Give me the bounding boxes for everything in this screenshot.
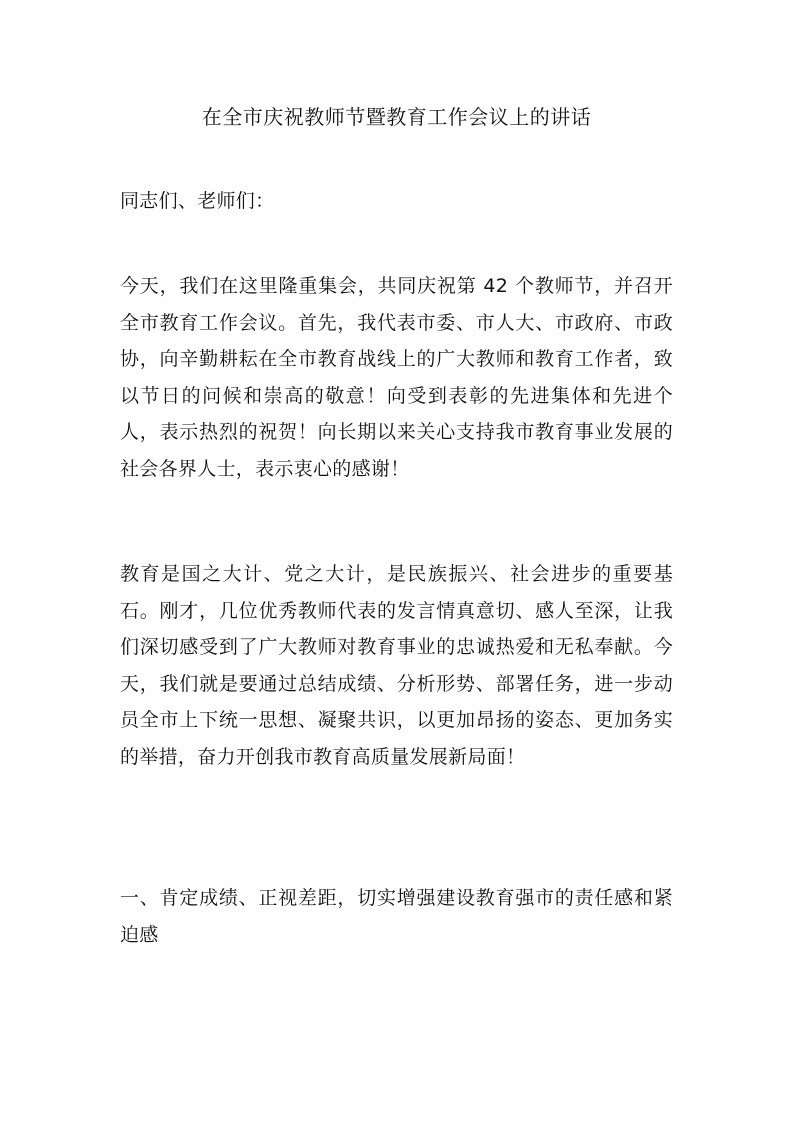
document-title: 在全市庆祝教师节暨教育工作会议上的讲话 [201, 105, 592, 129]
paragraph-importance: 教育是国之大计、党之大计，是民族振兴、社会进步的重要基石。刚才，几位优秀教师代表的发言情真意切、感人至深，让我们深切感受到了广大教师对教育事业的忠诚热爱和无私奉献。今天，我们就是要通过总结成绩、分析形势、部署任务，进一步动员全市上下统一思想、凝聚共识，以更加昂扬的姿态、更加务实的举措，奋力开创我市教育高质量发展新局面！ [120, 563, 673, 768]
salutation: 同志们、老师们： [120, 190, 275, 212]
paragraph-opening: 今天，我们在这里隆重集会，共同庆祝第 42 个教师节，并召开全市教育工作会议。首先，我代表市委、市人大、市政府、市政协，向辛勤耕耘在全市教育战线上的广大教师和教育工作者，致以节日的问候和崇高的敬意！向受到表彰的先进集体和先进个人，表示热烈的祝贺！向长期以来关心支持我市教育事业发展的社会各界人士，表示衷心的感谢！ [120, 275, 673, 480]
section-heading-1: 一、肯定成绩、正视差距，切实增强建设教育强市的责任感和紧迫感 [120, 887, 673, 946]
